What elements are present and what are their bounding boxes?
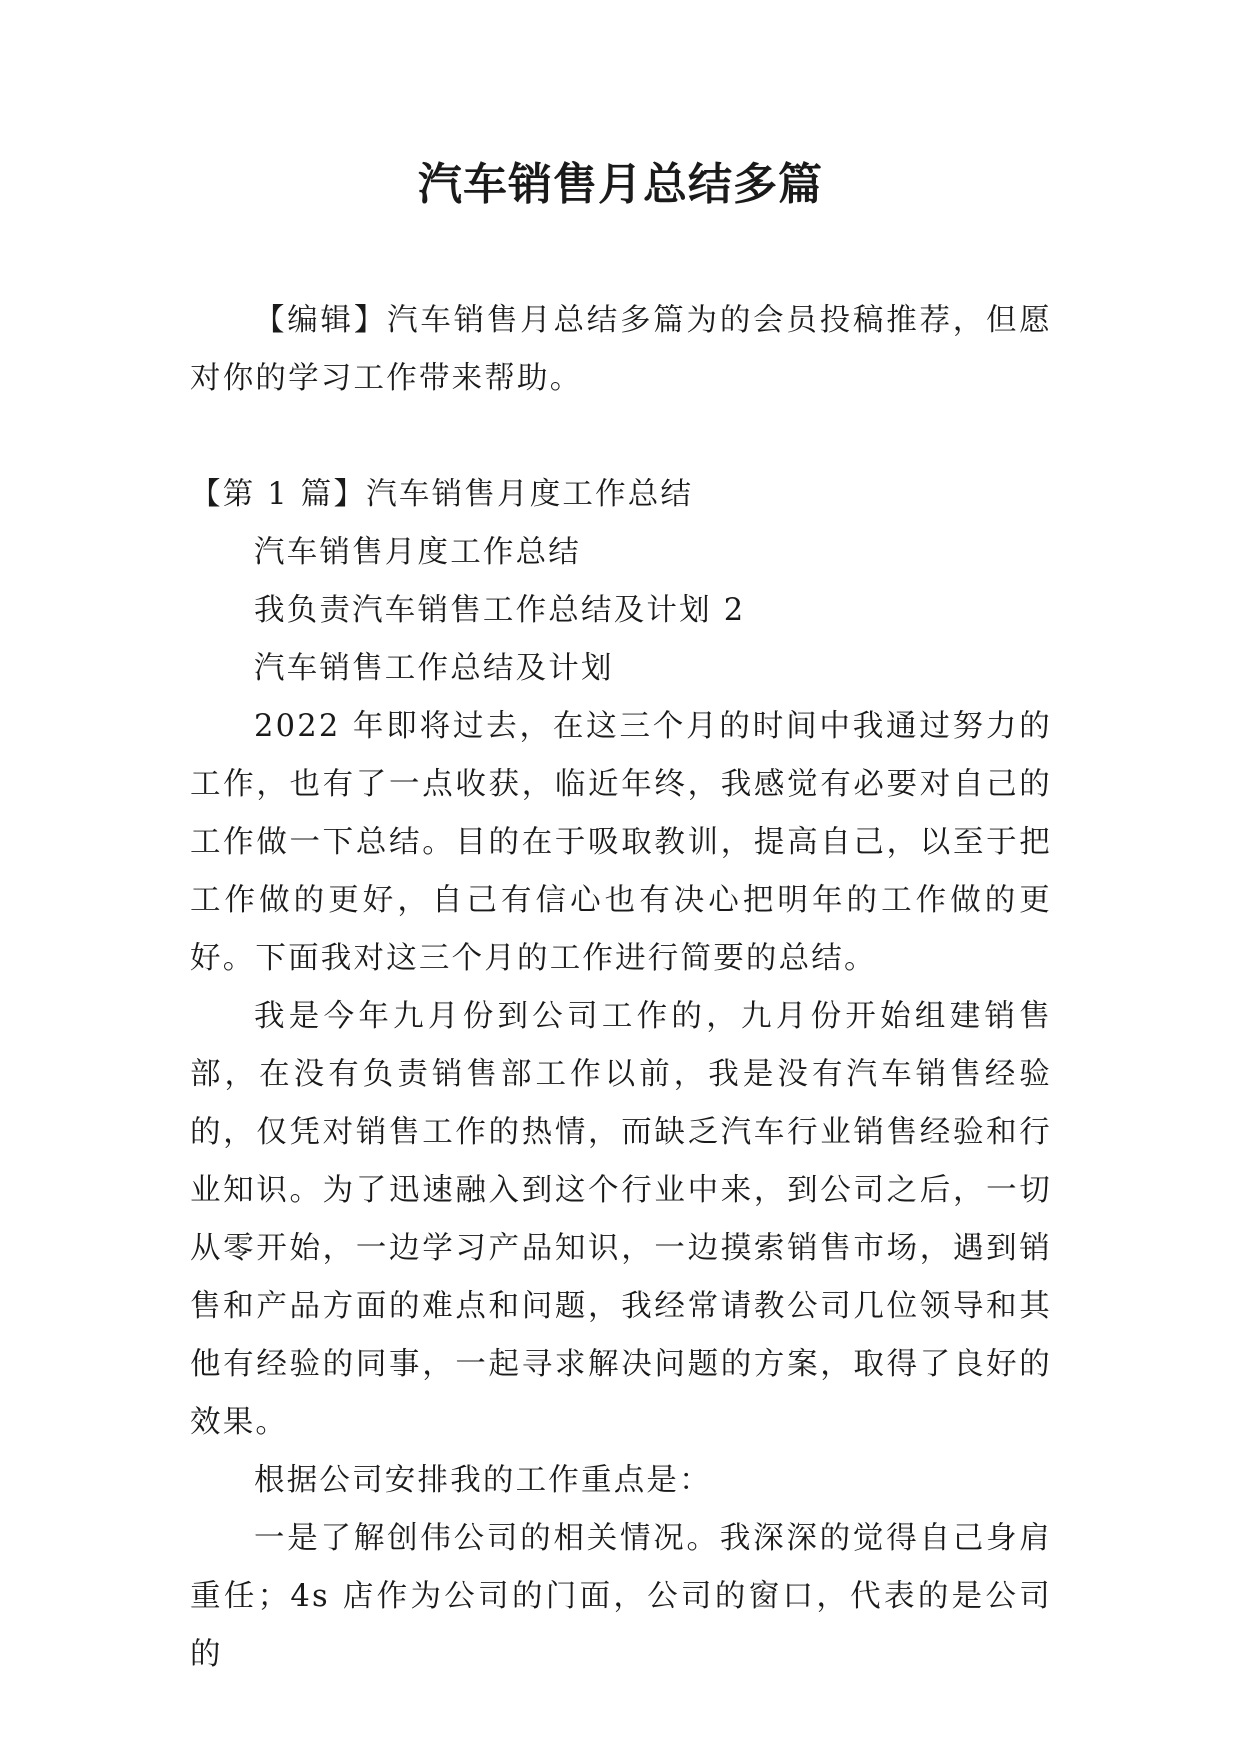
body-paragraph: 根据公司安排我的工作重点是： bbox=[254, 1463, 712, 1498]
document-body bbox=[190, 292, 1052, 1684]
section-heading: 【第 1 篇】汽车销售月度工作总结 bbox=[190, 477, 694, 512]
body-paragraph: 一是了解创伟公司的相关情况。我深深的觉得自己身肩重任；4s 店作为公司的门面，公司的窗口，代表的是公司的 bbox=[190, 1521, 1052, 1672]
intro-paragraph: 【编辑】汽车销售月总结多篇为的会员投稿推荐，但愿对你的学习工作带来帮助。 bbox=[190, 303, 1052, 396]
subheading: 汽车销售月度工作总结 bbox=[254, 535, 581, 570]
subheading: 我负责汽车销售工作总结及计划 2 bbox=[254, 593, 746, 628]
subheading: 汽车销售工作总结及计划 bbox=[254, 651, 614, 686]
body-paragraph: 2022 年即将过去，在这三个月的时间中我通过努力的工作，也有了一点收获，临近年终，我感觉有必要对自己的工作做一下总结。目的在于吸取教训，提高自己，以至于把工作做的更好，自己有信心也有决心把明年的工作做的更好。下面我对这三个月的工作进行简要的总结。 bbox=[190, 709, 1052, 976]
document-title: 汽车销售月总结多篇 bbox=[418, 159, 823, 210]
body-paragraph: 我是今年九月份到公司工作的，九月份开始组建销售部，在没有负责销售部工作以前，我是没有汽车销售经验的，仅凭对销售工作的热情，而缺乏汽车行业销售经验和行业知识。为了迅速融入到这个行业中来，到公司之后，一切从零开始，一边学习产品知识，一边摸索销售市场，遇到销售和产品方面的难点和问题，我经常请教公司几位领导和其他有经验的同事，一起寻求解决问题的方案，取得了良好的效果。 bbox=[190, 999, 1052, 1440]
